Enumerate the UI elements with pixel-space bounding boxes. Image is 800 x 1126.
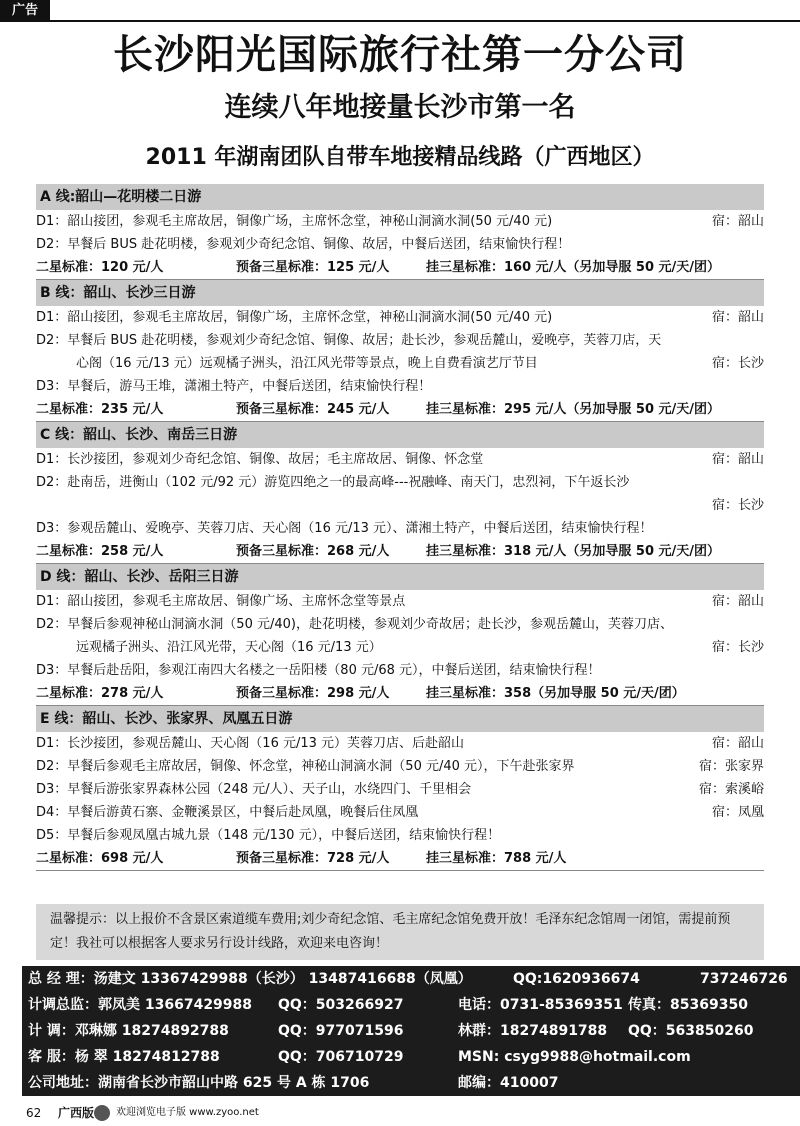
slogan: 连续八年地接量长沙市第一名 xyxy=(224,92,576,123)
overnight-location: 宿：长沙 xyxy=(711,640,764,655)
day-description: 长沙接团，参观刘少奇纪念馆、铜像、故居；毛主席故居、铜像、怀念堂 xyxy=(67,452,484,467)
contact-field: 计 调：邓琳娜 18274892788 xyxy=(28,1023,229,1039)
overnight-location: 宿：长沙 xyxy=(711,498,764,513)
contact-field: 公司地址：湖南省长沙市韶山中路 625 号 A 栋 1706 xyxy=(28,1075,370,1091)
day-label: D2： xyxy=(36,617,68,632)
day-description: 早餐后游张家界森林公园（248 元/人）、天子山，水绕四门、千里相会 xyxy=(67,782,472,797)
day-description-continued xyxy=(36,494,694,517)
day-description: 韶山接团，参观毛主席故居、铜像广场、主席怀念堂等景点 xyxy=(67,594,406,609)
day-label: D5： xyxy=(36,828,68,843)
price-tier: 二星标准：698 元/人 xyxy=(36,851,164,866)
day-description-continued: 远观橘子洲头、沿江风光带，天心阁（16 元/13 元） xyxy=(76,640,382,655)
itinerary-day xyxy=(36,306,764,329)
itinerary-day xyxy=(36,329,764,375)
day-label: D1： xyxy=(36,594,68,609)
day-description: 早餐后 BUS 赴花明楼，参观刘少奇纪念馆、铜像、故居；赴长沙，参观岳麓山，爱晚亭，芙蓉刀店，天 xyxy=(67,333,662,348)
overnight-location: 宿：张家界 xyxy=(698,759,764,774)
overnight-location: 宿：凤凰 xyxy=(711,805,764,820)
contact-field: 电话：0731-85369351 xyxy=(458,997,623,1013)
contact-field: 传真：85369350 xyxy=(628,997,748,1013)
overnight-location: 宿：长沙 xyxy=(711,356,764,371)
edition-label: 广西版 xyxy=(58,1106,95,1120)
day-description: 早餐后参观神秘山洞滴水洞（50 元/40)，赴花明楼，参观刘少奇故居；赴长沙，参观岳麓山，芙蓉刀店、 xyxy=(67,617,673,632)
contact-row xyxy=(28,966,794,992)
day-description: 韶山接团，参观毛主席故居，铜像广场，主席怀念堂，神秘山洞滴水洞(50 元/40 元) xyxy=(67,214,553,229)
day-description-continued: 心阁（16 元/13 元）远观橘子洲头，沿江风光带等景点，晚上自费看演艺厅节目 xyxy=(76,356,538,371)
contact-field: QQ：977071596 xyxy=(278,1023,404,1039)
price-tier: 二星标准：235 元/人 xyxy=(36,402,164,417)
day-description: 早餐后参观毛主席故居，铜像、怀念堂，神秘山洞滴水洞（50 元/40 元），下午赴张家界 xyxy=(67,759,575,774)
itinerary-day xyxy=(36,659,764,682)
route-header: A 线:韶山—花明楼二日游 xyxy=(36,184,764,210)
day-description: 参观岳麓山、爱晚亭、芙蓉刀店、天心阁（16 元/13 元）、潇湘土特产，中餐后送团，结束愉快行程！ xyxy=(67,521,653,536)
route-header: E 线：韶山、长沙、张家界、凤凰五日游 xyxy=(36,706,764,732)
route-header: B 线：韶山、长沙三日游 xyxy=(36,280,764,306)
day-label: D1： xyxy=(36,310,68,325)
price-tier: 二星标准：258 元/人 xyxy=(36,544,164,559)
route-header: D 线：韶山、长沙、岳阳三日游 xyxy=(36,564,764,590)
itinerary-day xyxy=(36,471,764,517)
day-description: 早餐后参观凤凰古城九景（148 元/130 元），中餐后送团，结束愉快行程！ xyxy=(67,828,501,843)
contact-row xyxy=(28,1044,794,1070)
day-description: 早餐后，游马王堆，潇湘土特产，中餐后送团，结束愉快行程！ xyxy=(67,379,432,394)
price-row xyxy=(36,540,764,564)
day-label: D2： xyxy=(36,475,68,490)
itinerary-day xyxy=(36,778,764,801)
contact-field: 737246726 xyxy=(700,971,788,987)
routes-list xyxy=(36,184,764,871)
contact-row xyxy=(28,992,794,1018)
warm-tip: 温馨提示：以上报价不含景区索道缆车费用;刘少奇纪念馆、毛主席纪念馆免费开放！毛泽东纪念馆周一闭馆，需提前预定！我社可以根据客人要求另行设计线路，欢迎来电咨询！ xyxy=(36,904,764,960)
day-label: D1： xyxy=(36,736,68,751)
day-label: D3： xyxy=(36,521,68,536)
itinerary-day xyxy=(36,801,764,824)
contact-field: 总 经 理：汤建文 13367429988（长沙） 13487416688（凤凰） xyxy=(28,971,472,987)
price-tier: 挂三星标准：788 元/人 xyxy=(426,851,567,866)
itinerary-day xyxy=(36,613,764,659)
price-tier: 预备三星标准：268 元/人 xyxy=(236,544,390,559)
itinerary-day xyxy=(36,233,764,256)
itinerary-day xyxy=(36,755,764,778)
itinerary-day xyxy=(36,824,764,847)
price-tier: 预备三星标准：728 元/人 xyxy=(236,851,390,866)
price-row xyxy=(36,847,764,871)
price-tier: 挂三星标准：295 元/人（另加导服 50 元/天/团） xyxy=(426,402,721,417)
day-description: 长沙接团，参观岳麓山、天心阁（16 元/13 元）芙蓉刀店、后赴韶山 xyxy=(67,736,465,751)
price-tier: 预备三星标准：245 元/人 xyxy=(236,402,390,417)
price-tier: 挂三星标准：318 元/人（另加导服 50 元/天/团） xyxy=(426,544,721,559)
overnight-location: 宿：索溪峪 xyxy=(698,782,764,797)
brand-logo-icon xyxy=(94,1105,110,1121)
contact-field: QQ:1620936674 xyxy=(513,971,640,987)
contact-row xyxy=(28,1070,794,1096)
overnight-location: 宿：韶山 xyxy=(711,452,764,467)
price-row xyxy=(36,682,764,706)
day-label: D2： xyxy=(36,237,68,252)
itinerary-day xyxy=(36,210,764,233)
route-header: C 线：韶山、长沙、南岳三日游 xyxy=(36,422,764,448)
contact-field: QQ：706710729 xyxy=(278,1049,404,1065)
contact-row xyxy=(28,1018,794,1044)
itinerary-day xyxy=(36,732,764,755)
day-description: 早餐后游黄石寨、金鞭溪景区，中餐后赴凤凰，晚餐后住凤凰 xyxy=(67,805,419,820)
day-label: D3： xyxy=(36,663,68,678)
day-label: D2： xyxy=(36,333,68,348)
itinerary-day xyxy=(36,517,764,540)
day-label: D3： xyxy=(36,379,68,394)
day-label: D1： xyxy=(36,452,68,467)
day-description: 早餐后 BUS 赴花明楼，参观刘少奇纪念馆、铜像、故居，中餐后送团，结束愉快行程！ xyxy=(67,237,571,252)
day-description: 早餐后赴岳阳，参观江南四大名楼之一岳阳楼（80 元/68 元），中餐后送团，结束愉快行程！ xyxy=(67,663,601,678)
contact-field: MSN: csyg9988@hotmail.com xyxy=(458,1049,691,1065)
website-link[interactable]: 欢迎浏览电子版 www.zyoo.net xyxy=(116,1107,259,1118)
price-tier: 二星标准：120 元/人 xyxy=(36,260,164,275)
price-row xyxy=(36,256,764,280)
contact-field: 客 服：杨 翠 18274812788 xyxy=(28,1049,220,1065)
day-label: D2： xyxy=(36,759,68,774)
day-label: D3： xyxy=(36,782,68,797)
price-tier: 二星标准：278 元/人 xyxy=(36,686,164,701)
price-tier: 挂三星标准：160 元/人（另加导服 50 元/天/团） xyxy=(426,260,721,275)
contact-field: QQ：563850260 xyxy=(628,1023,754,1039)
routes-heading: 2011 年湖南团队自带车地接精品线路（广西地区） xyxy=(145,145,655,170)
price-row xyxy=(36,398,764,422)
day-label: D1： xyxy=(36,214,68,229)
overnight-location: 宿：韶山 xyxy=(711,594,764,609)
contact-field: 邮编：410007 xyxy=(458,1075,559,1091)
day-label: D4： xyxy=(36,805,68,820)
ad-tag: 广告 xyxy=(0,0,50,22)
contact-field: QQ：503266927 xyxy=(278,997,404,1013)
overnight-location: 宿：韶山 xyxy=(711,310,764,325)
day-description: 韶山接团，参观毛主席故居，铜像广场，主席怀念堂，神秘山洞滴水洞(50 元/40 元) xyxy=(67,310,553,325)
overnight-location: 宿：韶山 xyxy=(711,736,764,751)
price-tier: 挂三星标准：358（另加导服 50 元/天/团） xyxy=(426,686,685,701)
price-tier: 预备三星标准：298 元/人 xyxy=(236,686,390,701)
day-description: 赴南岳，进衡山（102 元/92 元）游览四绝之一的最高峰---祝融峰、南天门，忠烈祠，下午返长沙 xyxy=(67,475,630,490)
itinerary-day xyxy=(36,590,764,613)
page-number: 62 xyxy=(26,1106,42,1120)
contact-field: 林群：18274891788 xyxy=(458,1023,608,1039)
itinerary-day xyxy=(36,375,764,398)
contact-field: 计调总监：郭凤美 13667429988 xyxy=(28,997,253,1013)
overnight-location: 宿：韶山 xyxy=(711,214,764,229)
itinerary-day xyxy=(36,448,764,471)
top-divider xyxy=(50,20,800,22)
price-tier: 预备三星标准：125 元/人 xyxy=(236,260,390,275)
company-title: 长沙阳光国际旅行社第一分公司 xyxy=(113,32,687,78)
page-footer xyxy=(0,1100,800,1126)
contact-panel xyxy=(22,966,800,1096)
